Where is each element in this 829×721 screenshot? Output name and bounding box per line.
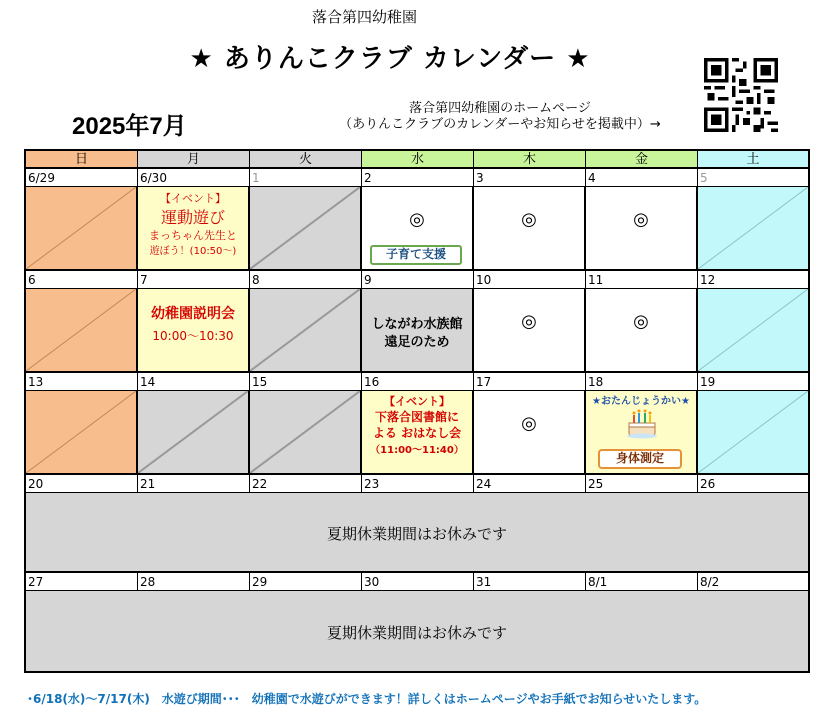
- diagonal-strike: [250, 187, 360, 269]
- open-mark: ◎: [633, 311, 649, 332]
- weekday-header-fri: 金: [586, 151, 698, 169]
- month-label: 2025年7月: [72, 113, 187, 140]
- date-number: 13: [26, 373, 138, 391]
- calendar-title: ★ ありんこクラブ カレンダー ★: [189, 44, 591, 74]
- date-number: 6: [26, 271, 138, 289]
- homepage-note-line1: 落合第四幼稚園のホームページ: [409, 101, 591, 116]
- event-name: 下落合図書館に: [374, 410, 459, 424]
- weekday-header-wed: 水: [362, 151, 474, 169]
- date-number: 18: [586, 373, 698, 391]
- weekday-header-sun: 日: [26, 151, 138, 169]
- diagonal-strike: [250, 289, 360, 371]
- open-mark: ◎: [633, 209, 649, 230]
- event-detail: まっちゃん先生と: [149, 229, 237, 242]
- date-number: 3: [474, 169, 586, 187]
- date-number: 14: [138, 373, 250, 391]
- date-number: 30: [362, 573, 474, 591]
- qr-code-icon[interactable]: [701, 58, 781, 132]
- birthday-cake-icon: [624, 407, 660, 439]
- date-number: 7: [138, 271, 250, 289]
- weekday-header-sat: 土: [698, 151, 808, 169]
- weekday-header-mon: 月: [138, 151, 250, 169]
- event-name: よる おはなし会: [372, 426, 462, 440]
- diagonal-strike: [250, 391, 360, 473]
- day-cell-open: [586, 289, 698, 373]
- day-cell-closed: [250, 187, 362, 271]
- day-cell-open: [474, 391, 586, 475]
- water-play-notice: ･6/18(水)〜7/17(木) 水遊び期間･･･ 幼稚園で水遊びができます！詳しくはホームページやお手紙でお知らせいたします。: [27, 692, 707, 706]
- day-cell-sun: [26, 391, 138, 475]
- date-number: 29: [250, 573, 362, 591]
- open-mark: ◎: [521, 311, 537, 332]
- event-name: 幼稚園説明会: [151, 306, 235, 322]
- summer-break-note: 夏期休業期間はお休みです: [326, 624, 507, 642]
- date-number: 6/29: [26, 169, 138, 187]
- date-number: 19: [698, 373, 808, 391]
- date-number: 8: [250, 271, 362, 289]
- birthday-title: ★おたんじょうかい★: [592, 396, 690, 407]
- date-number: 22: [250, 475, 362, 493]
- day-cell-birthday: [586, 391, 698, 475]
- day-cell-event: [138, 289, 250, 373]
- day-cell-open: [586, 187, 698, 271]
- calendar-grid: [24, 149, 810, 673]
- event-detail: 遊ぼう！(10:50〜): [149, 246, 237, 257]
- date-number: 11: [586, 271, 698, 289]
- outing-note: しながわ水族館: [371, 317, 463, 332]
- diagonal-strike: [698, 289, 808, 371]
- date-number: 1: [250, 169, 362, 187]
- day-cell-closed: [250, 391, 362, 475]
- diagonal-strike: [698, 187, 808, 269]
- open-mark: ◎: [521, 413, 537, 434]
- weekday-header-tue: 火: [250, 151, 362, 169]
- day-cell-open: [474, 187, 586, 271]
- diagonal-strike: [26, 187, 136, 269]
- date-number: 17: [474, 373, 586, 391]
- day-cell-event: [138, 187, 250, 271]
- homepage-note-line2: （ありんこクラブのカレンダーやお知らせを掲載中）→: [339, 117, 661, 132]
- diagonal-strike: [26, 391, 136, 473]
- event-tag: 【イベント】: [160, 192, 226, 205]
- date-number: 23: [362, 475, 474, 493]
- date-number: 27: [26, 573, 138, 591]
- event-name: 運動遊び: [160, 208, 225, 227]
- event-tag: 【イベント】: [384, 395, 450, 408]
- outing-note: 遠足のため: [384, 335, 450, 350]
- date-number: 28: [138, 573, 250, 591]
- date-number: 24: [474, 475, 586, 493]
- date-number: 6/30: [138, 169, 250, 187]
- date-number: 31: [474, 573, 586, 591]
- date-number: 8/1: [586, 573, 698, 591]
- kosodate-badge: 子育て支援: [370, 245, 462, 265]
- day-cell-closed: [250, 289, 362, 373]
- summer-break-row: [26, 493, 808, 573]
- diagonal-strike: [138, 391, 248, 473]
- date-number: 9: [362, 271, 474, 289]
- day-cell-sat: [698, 289, 808, 373]
- day-cell-sun: [26, 289, 138, 373]
- date-number: 2: [362, 169, 474, 187]
- day-cell-closed: [138, 391, 250, 475]
- weekday-header-thu: 木: [474, 151, 586, 169]
- diagonal-strike: [26, 289, 136, 371]
- day-cell-open: [474, 289, 586, 373]
- event-time: （11:00〜11:40）: [370, 445, 464, 456]
- shintai-badge: 身体測定: [598, 449, 682, 469]
- open-mark: ◎: [409, 209, 425, 230]
- day-cell-outing: [362, 289, 474, 373]
- homepage-note: [330, 101, 670, 133]
- date-number: 20: [26, 475, 138, 493]
- date-number: 15: [250, 373, 362, 391]
- date-number: 12: [698, 271, 808, 289]
- day-cell-open: [362, 187, 474, 271]
- date-number: 4: [586, 169, 698, 187]
- open-mark: ◎: [521, 209, 537, 230]
- day-cell-sat: [698, 187, 808, 271]
- event-time: 10:00〜10:30: [152, 329, 234, 343]
- date-number: 26: [698, 475, 808, 493]
- date-number: 16: [362, 373, 474, 391]
- date-number: 25: [586, 475, 698, 493]
- summer-break-note: 夏期休業期間はお休みです: [326, 525, 507, 543]
- day-cell-sat: [698, 391, 808, 475]
- date-number: 5: [698, 169, 808, 187]
- date-number: 21: [138, 475, 250, 493]
- day-cell-sun: [26, 187, 138, 271]
- school-name: 落合第四幼稚園: [311, 8, 417, 26]
- date-number: 8/2: [698, 573, 808, 591]
- summer-break-row: [26, 591, 808, 671]
- diagonal-strike: [698, 391, 808, 473]
- day-cell-event: [362, 391, 474, 475]
- date-number: 10: [474, 271, 586, 289]
